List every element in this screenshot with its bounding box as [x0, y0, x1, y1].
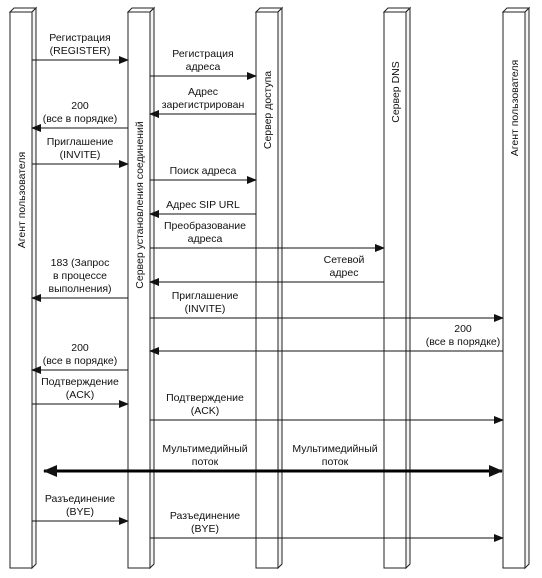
message-4 — [32, 136, 128, 164]
message-2 — [150, 86, 256, 114]
message-label-0-lines-0: Регистрация — [49, 32, 111, 44]
message-label-5-lines-0: Поиск адреса — [169, 165, 237, 177]
lifeline-proxy — [128, 8, 154, 568]
message-1 — [150, 48, 256, 76]
message-label-17-lines-1: (BYE) — [190, 523, 220, 535]
lifeline-label-dns: Сервер DNS — [390, 61, 402, 123]
message-label-4-lines-0: Приглашение — [46, 136, 114, 148]
message-13 — [32, 376, 128, 404]
message-16 — [32, 493, 128, 521]
message-label-14-lines-0: Подтверждение — [166, 392, 244, 404]
message-label-3-lines-0: 200 — [71, 100, 89, 112]
lifeline-ua2 — [503, 8, 529, 568]
lifeline-registrar — [256, 8, 282, 568]
message-label-14-lines-1: (ACK) — [190, 405, 220, 417]
message-label-15-lines-1: поток — [191, 456, 219, 468]
lifeline-label-ua2: Агент пользователя — [509, 59, 521, 157]
lifeline-dns — [384, 8, 410, 568]
message-label-2-lines-0: Адрес — [187, 86, 219, 98]
message-label-13-lines-1: (ACK) — [65, 389, 95, 401]
lifeline-label-registrar: Сервер доступа — [262, 70, 274, 150]
message-label-13-lines-0: Подтверждение — [41, 376, 119, 388]
message-label-9-lines-0: 183 (Запрос — [50, 257, 110, 269]
message-label-12-lines-1: (все в порядке) — [42, 355, 118, 367]
message-label-8-lines-1: адрес — [329, 267, 359, 279]
message-label-16-lines-0: Разъединение — [44, 493, 116, 505]
message-label-12-lines-0: 200 — [71, 342, 89, 354]
message-5 — [150, 165, 256, 180]
message-label-4-lines-1: (INVITE) — [59, 149, 101, 161]
message-6 — [150, 199, 256, 214]
message-label-10-lines-1: (INVITE) — [184, 303, 226, 315]
message-label-9-lines-1: в процессе — [53, 270, 107, 282]
message-label-2-lines-1: зарегистрирован — [161, 99, 245, 111]
message-label-3-lines-1: (все в порядке) — [42, 113, 118, 125]
message-label-15-lines2-0: Мультимедийный — [292, 443, 378, 455]
message-14 — [150, 392, 503, 420]
message-label-9-lines-2: выполнения) — [48, 283, 112, 295]
message-label-16-lines-1: (BYE) — [65, 506, 95, 518]
message-9 — [32, 257, 128, 298]
lifeline-label-ua1: Агент пользователя — [16, 151, 28, 249]
message-label-10-lines-0: Приглашение — [171, 290, 239, 302]
message-label-8-lines-0: Сетевой — [323, 254, 365, 266]
message-label-7-lines-0: Преобразование — [164, 220, 246, 232]
message-3 — [32, 100, 128, 128]
lifeline-label-proxy: Сервер установления соединений — [134, 121, 146, 289]
message-label-15-lines2-1: поток — [321, 456, 349, 468]
message-17 — [150, 510, 503, 538]
message-0 — [32, 32, 128, 60]
message-label-6-lines-0: Адрес SIP URL — [166, 199, 240, 211]
message-label-7-lines-1: адреса — [187, 233, 223, 245]
message-label-11-lines-0: 200 — [454, 323, 472, 335]
lifeline-ua1 — [10, 8, 36, 568]
message-11 — [150, 323, 503, 351]
message-10 — [150, 290, 503, 318]
message-label-15-lines-0: Мультимедийный — [162, 443, 248, 455]
message-label-1-lines-1: адреса — [185, 61, 221, 73]
message-label-17-lines-0: Разъединение — [169, 510, 241, 522]
message-label-11-lines-1: (все в порядке) — [425, 336, 501, 348]
message-label-1-lines-0: Регистрация — [172, 48, 234, 60]
message-12 — [32, 342, 128, 370]
message-label-0-lines-1: (REGISTER) — [49, 45, 111, 57]
